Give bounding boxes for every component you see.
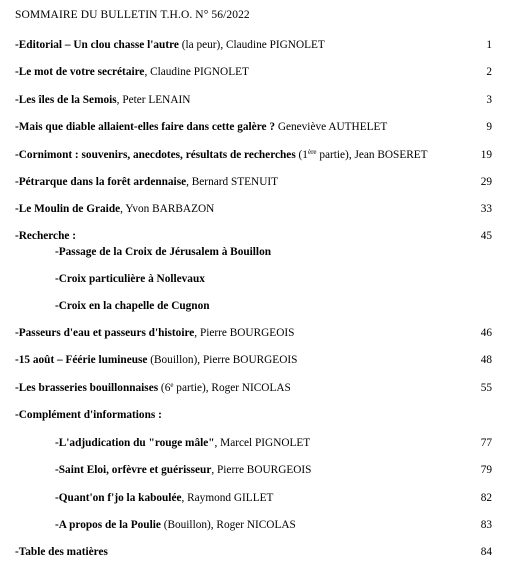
entry-page-number: 33: [480, 203, 492, 215]
entry-title: -Passeurs d'eau et passeurs d'histoire: [15, 327, 195, 339]
entry-page-number: 29: [480, 176, 492, 188]
entry-author: partie), Jean BOSERET: [316, 149, 428, 161]
entry-page-number: 3: [486, 94, 492, 106]
entry-page-number: 1: [486, 39, 492, 51]
entry-page-number: 45: [480, 230, 492, 242]
entry-page-number: 79: [480, 464, 492, 476]
entry-title: -Passage de la Croix de Jérusalem à Bouillon: [55, 246, 271, 258]
page-title: SOMMAIRE DU BULLETIN T.H.O. N° 56/2022: [15, 9, 250, 21]
entry-page-number: 48: [480, 354, 492, 366]
entry-title: -Recherche :: [15, 230, 76, 242]
toc-entry-cornimont: [15, 147, 492, 163]
entry-author: , Peter LENAIN: [116, 94, 191, 106]
toc-entry-mot-secretaire: [15, 64, 492, 80]
entry-author: , Yvon BARBAZON: [120, 203, 215, 215]
toc-entry-moulin-graide: [15, 201, 492, 217]
entry-page-number: 82: [480, 492, 492, 504]
entry-page-number: 84: [480, 546, 492, 558]
entry-page-number: 19: [480, 149, 492, 161]
entry-author: , Marcel PIGNOLET: [214, 437, 311, 449]
entry-author: , Pierre BOURGEOIS: [211, 464, 312, 476]
toc-subentry-croix-nollevaux: [55, 271, 492, 287]
toc-entry-galere: [15, 119, 492, 135]
entry-title: -Les brasseries bouillonnaises: [15, 382, 159, 394]
entry-title: -15 août – Féérie lumineuse: [15, 354, 148, 366]
toc-subentry-kaboulee: [55, 490, 492, 506]
entry-author: (Bouillon), Roger NICOLAS: [160, 519, 296, 531]
entry-page-number: 83: [480, 519, 492, 531]
entry-title: -Cornimont : souvenirs, anecdotes, résultats de recherches: [15, 149, 296, 161]
entry-part-open: (1: [295, 149, 308, 161]
entry-page-number: 2: [486, 66, 492, 78]
entry-title: -Les îles de la Semois: [15, 94, 117, 106]
entry-title: -Complément d'informations :: [15, 409, 162, 421]
entry-title: -Le mot de votre secrétaire: [15, 66, 145, 78]
entry-page-number: 55: [480, 382, 492, 394]
entry-part-open: (6: [158, 382, 171, 394]
entry-page-number: 46: [480, 327, 492, 339]
entry-title: -Quant'on f'jo la kaboulée: [55, 492, 182, 504]
entry-author: (Bouillon), Pierre BOURGEOIS: [147, 354, 298, 366]
entry-title: -Mais que diable allaient-elles faire dans cette galère ?: [15, 121, 275, 133]
toc-entry-table-matieres: [15, 544, 492, 560]
entry-title: -Croix particulière à Nollevaux: [55, 273, 205, 285]
toc-entry-complement: [15, 407, 492, 423]
toc-subentry-adjudication: [55, 435, 492, 451]
entry-author: , Bernard STENUIT: [186, 176, 279, 188]
toc-entry-editorial: [15, 37, 492, 53]
entry-author: , Claudine PIGNOLET: [144, 66, 249, 78]
entry-page-number: 9: [486, 121, 492, 133]
entry-page-number: 77: [480, 437, 492, 449]
toc-subentry-croix-jerusalem: [55, 244, 492, 260]
entry-title: -Editorial – Un clou chasse l'autre: [15, 39, 179, 51]
toc-subentry-poulie: [55, 517, 492, 533]
toc-subentry-croix-cugnon: [55, 298, 492, 314]
entry-title: -L'adjudication du "rouge mâle": [55, 437, 215, 449]
entry-title: -Le Moulin de Graide: [15, 203, 121, 215]
entry-author: , Pierre BOURGEOIS: [194, 327, 295, 339]
entry-author: (la peur), Claudine PIGNOLET: [178, 39, 325, 51]
toc-entry-passeurs: [15, 325, 492, 341]
entry-superscript: e: [170, 381, 174, 389]
entry-author: partie), Roger NICOLAS: [173, 382, 291, 394]
toc-subentry-saint-eloi: [55, 462, 492, 478]
entry-title: -Croix en la chapelle de Cugnon: [55, 300, 210, 312]
entry-author: Geneviève AUTHELET: [275, 121, 388, 133]
toc-entry-brasseries: [15, 380, 492, 396]
toc-entry-feerie: [15, 352, 492, 368]
entry-title: -Table des matières: [15, 546, 108, 558]
entry-author: , Raymond GILLET: [181, 492, 274, 504]
entry-title: -A propos de la Poulie: [55, 519, 161, 531]
entry-superscript: ère: [307, 148, 317, 156]
toc-entry-petrarque: [15, 174, 492, 190]
entry-title: -Saint Eloi, orfèvre et guérisseur: [55, 464, 212, 476]
toc-entry-recherche: [15, 228, 492, 244]
entry-title: -Pétrarque dans la forêt ardennaise: [15, 176, 187, 188]
toc-entry-iles-semois: [15, 92, 492, 108]
